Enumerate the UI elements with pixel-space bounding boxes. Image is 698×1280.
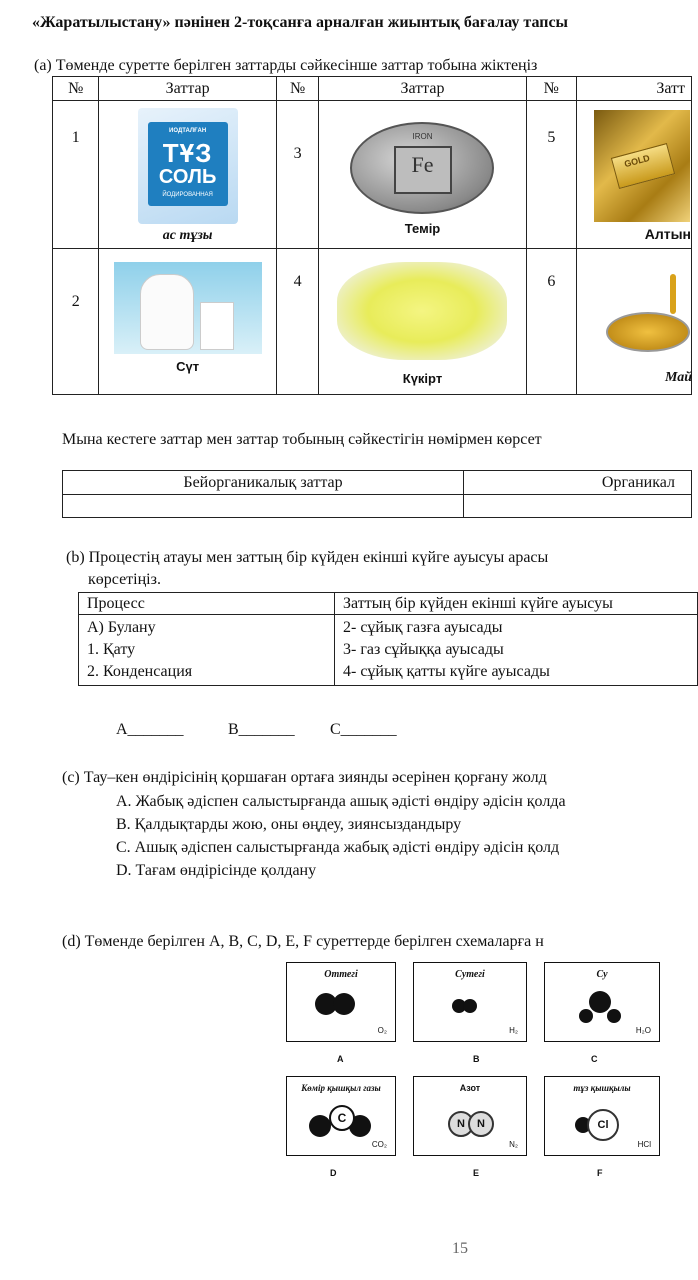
hydrogen-atom xyxy=(579,1009,593,1023)
molecule-letter: C xyxy=(591,1054,598,1064)
molecule-box-nitrogen xyxy=(413,1076,527,1156)
process-table xyxy=(78,592,698,686)
molecule-formula: O₂ xyxy=(377,1026,387,1035)
section-c-question: (c) Тау–кен өндірісінің қоршаған ортаға зиянды әсерінен қорғану жолд xyxy=(62,769,547,786)
oil-spoon-image xyxy=(596,274,686,364)
section-b-instruction: (b) Процестің атауы мен заттың бір күйден екінші күйге ауысуы арасы xyxy=(66,549,549,566)
col-header-items-2: Заттар xyxy=(319,77,526,101)
option-a[interactable]: A. Жабық әдіспен салыстырғанда ашық әдісті өндіру әдісін қолда xyxy=(116,793,566,810)
item-cell-iron xyxy=(319,101,526,249)
row-no-6: 6 xyxy=(526,249,576,395)
molecule-formula: H₂O xyxy=(635,1026,651,1035)
label-sulfur: Күкірт xyxy=(402,371,443,386)
group-header-organic: Органикал xyxy=(464,471,692,495)
item-cell-salt xyxy=(99,101,276,249)
row-no-5: 5 xyxy=(526,101,576,249)
item-cell-oil xyxy=(577,249,692,395)
item-cell-milk xyxy=(99,249,276,395)
molecule-letter: F xyxy=(597,1168,603,1178)
process-col-header: Процесс xyxy=(79,593,335,615)
document-title: «Жаратылыстану» пәнінен 2-тоқсанға арналған жиынтық бағалау тапсы xyxy=(32,14,569,31)
molecule-title: Көмір қышқыл газы xyxy=(301,1083,381,1093)
answer-blank-a[interactable]: A_______ xyxy=(116,721,184,738)
group-header-inorganic: Бейорганикалық заттар xyxy=(63,471,464,495)
answer-cell-inorganic[interactable] xyxy=(63,495,464,518)
item-cell-sulfur xyxy=(319,249,526,395)
carbon-atom: C xyxy=(329,1105,355,1131)
molecule-letter: D xyxy=(330,1168,337,1178)
molecule-box-carbon-dioxide xyxy=(286,1076,396,1156)
section-a-instruction: (a) Төменде суретте берілген заттарды сәйкесінше заттар тобына жіктеңіз xyxy=(34,57,538,74)
molecule-box-hydrochloric-acid xyxy=(544,1076,660,1156)
process-item: 1. Қату xyxy=(87,641,136,658)
oxygen-atom xyxy=(589,991,611,1013)
milk-image xyxy=(114,262,262,354)
answer-blank-b[interactable]: B_______ xyxy=(228,721,295,738)
col-header-no-3: № xyxy=(526,77,576,101)
label-salt: ас тұзы xyxy=(162,228,213,243)
items-table xyxy=(52,76,692,395)
molecule-title: Оттегі xyxy=(324,969,358,980)
section-d-instruction: (d) Төменде берілген A, B, C, D, E, F суреттерде берілген схемаларға н xyxy=(62,933,544,950)
answer-cell-organic[interactable] xyxy=(464,495,692,518)
oxygen-atom xyxy=(333,993,355,1015)
oxygen-atom xyxy=(309,1115,331,1137)
item-cell-gold xyxy=(577,101,692,249)
label-iron: Темір xyxy=(404,221,441,236)
molecule-formula: N₂ xyxy=(509,1140,518,1149)
chlorine-atom: Cl xyxy=(587,1109,619,1141)
gold-image: GOLD xyxy=(594,110,690,222)
label-gold: Алтын xyxy=(644,226,691,242)
option-c[interactable]: C. Ашық әдіспен салыстырғанда жабық әдісті өндіру әдісін қолд xyxy=(116,839,560,856)
change-list xyxy=(335,615,698,686)
hydrogen-atom xyxy=(607,1009,621,1023)
molecule-formula: CO₂ xyxy=(371,1140,387,1149)
salt-package-image: ИОДТАЛҒАН ТҰЗ СОЛЬ ЙОДИРОВАННАЯ xyxy=(138,108,238,224)
molecule-letter: B xyxy=(473,1054,480,1064)
nitrogen-atom: N xyxy=(448,1111,474,1137)
option-b[interactable]: B. Қалдықтарды жою, оны өңдеу, зиянсыздандыру xyxy=(116,816,462,833)
section-a-sub-instruction: Мына кестеге заттар мен заттар тобының сәйкестігін нөмірмен көрсет xyxy=(62,431,542,448)
groups-table xyxy=(62,470,692,518)
change-col-header: Заттың бір күйден екінші күйге ауысуы xyxy=(335,593,698,615)
molecule-box-hydrogen xyxy=(413,962,527,1042)
molecule-title: тұз қышқылы xyxy=(573,1083,631,1093)
molecule-title: Су xyxy=(596,969,608,980)
process-item: 2. Конденсация xyxy=(87,663,193,680)
section-b-instruction-cont: көрсетіңіз. xyxy=(88,571,161,588)
molecule-letter: A xyxy=(337,1054,344,1064)
molecule-title: Азот xyxy=(459,1083,481,1093)
row-no-1: 1 xyxy=(53,101,99,249)
molecule-formula: H₂ xyxy=(509,1026,518,1035)
row-no-4: 4 xyxy=(276,249,318,395)
process-item: А) Булану xyxy=(87,619,156,636)
nitrogen-atom: N xyxy=(468,1111,494,1137)
col-header-no-1: № xyxy=(53,77,99,101)
page-number: 15 xyxy=(452,1240,468,1257)
iron-coin-image: Fe IRON xyxy=(350,122,494,214)
row-no-3: 3 xyxy=(276,101,318,249)
row-no-2: 2 xyxy=(53,249,99,395)
change-item: 2- сұйық газға ауысады xyxy=(343,619,503,636)
option-d[interactable]: D. Тағам өндірісінде қолдану xyxy=(116,862,317,879)
molecule-letter: E xyxy=(473,1168,480,1178)
col-header-no-2: № xyxy=(276,77,318,101)
change-item: 4- сұйық қатты күйге ауысады xyxy=(343,663,550,680)
hydrogen-atom xyxy=(463,999,477,1013)
molecule-formula: HCl xyxy=(637,1140,651,1149)
sulfur-image xyxy=(337,262,507,360)
answer-blank-c[interactable]: C_______ xyxy=(330,721,397,738)
col-header-items-1: Заттар xyxy=(99,77,276,101)
change-item: 3- газ сұйыққа ауысады xyxy=(343,641,504,658)
molecule-box-oxygen xyxy=(286,962,396,1042)
label-oil: Май xyxy=(665,370,693,385)
molecule-title: Сутегі xyxy=(455,969,485,980)
molecule-box-water xyxy=(544,962,660,1042)
label-milk: Сүт xyxy=(176,359,200,374)
process-list xyxy=(79,615,335,686)
col-header-items-3: Затт xyxy=(577,77,692,101)
